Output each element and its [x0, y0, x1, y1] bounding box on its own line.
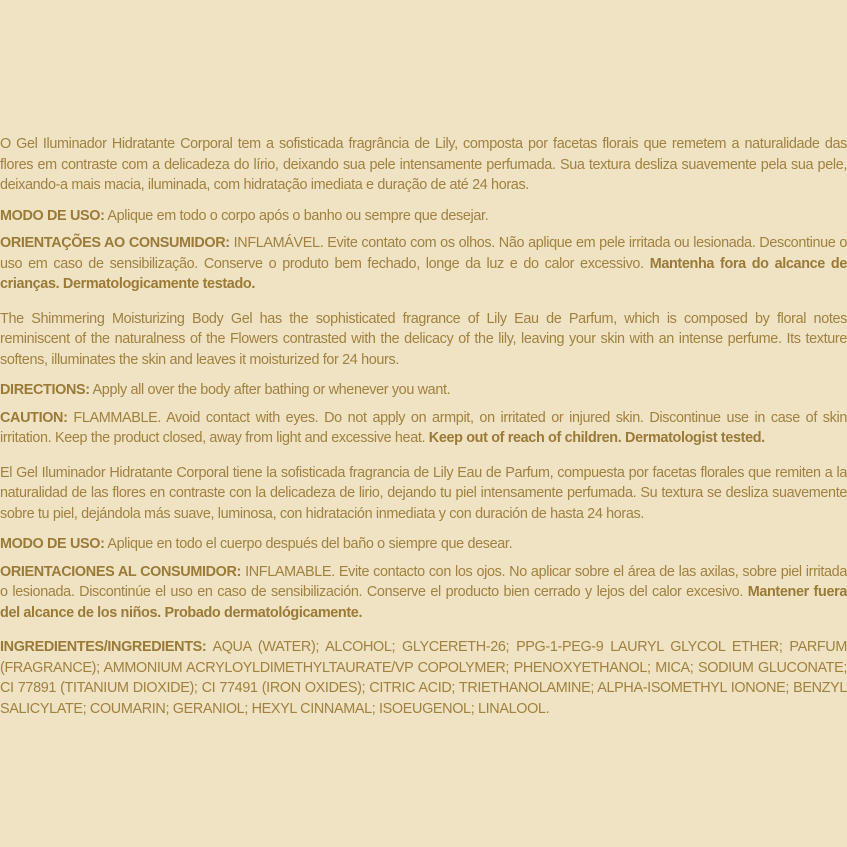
es-caution-warning: Mantener fuera del alcance de los niños. Probado dermatológicamente. [0, 584, 847, 621]
en-caution-text: FLAMMABLE. Avoid contact with eyes. Do not apply on armpit, on irritated or injured skin. Discontinue use in case of skin irritation. Keep the product closed, away from light and excessive heat. [0, 409, 847, 446]
es-usage [0, 534, 847, 555]
en-caution [0, 408, 847, 449]
pt-caution-warning: Mantenha fora do alcance de crianças. Dermatologicamente testado. [0, 255, 847, 292]
ingredients-text: AQUA (WATER); ALCOHOL; GLYCERETH-26; PPG-1-PEG-9 LAURYL GLYCOL ETHER; PARFUM (FRAGRANCE); AMMONIUM ACRYLOYLDIMETHYLTAURATE/VP COPOLYMER; PHENOXYETHANOL; MICA; SODIUM GLUCONATE; CI 77891 (TITANIUM DIOXIDE); CI 77491 (IRON OXIDES); CITRIC ACID; TRIETHANOLAMINE; ALPHA-ISOMETHYL IONONE; BENZYL SALICYLATE; COUMARIN; GERANIOL; HEXYL CINNAMAL; ISOEUGENOL; LINALOOL. [0, 639, 847, 717]
en-directions-label: DIRECTIONS: [0, 382, 90, 398]
pt-usage-text: Aplique em todo o corpo após o banho ou sempre que desejar. [104, 207, 489, 224]
es-usage-label: MODO DE USO: [0, 536, 105, 552]
ingredients-label: INGREDIENTES/INGREDIENTS: [0, 639, 207, 655]
pt-usage [0, 206, 847, 227]
en-directions [0, 380, 847, 401]
es-caution [0, 562, 847, 624]
pt-caution-text: INFLAMÁVEL. Evite contato com os olhos. Não aplique em pele irritada ou lesionada. Descontinue o uso em caso de sensibilização. Conserve o produto bem fechado, longe da luz e do calor excessivo. [0, 235, 847, 272]
en-description: The Shimmering Moisturizing Body Gel has the sophisticated fragrance of Lily Eau de Parfum, which is composed by floral notes reminiscent of the naturalness of the Flowers contrasted with the delicacy of the lily, leaving your skin with an intense perfume. Its texture softens, illuminates the skin and leaves it moisturized for 24 hours. [0, 310, 847, 368]
en-directions-text: Apply all over the body after bathing or whenever you want. [89, 382, 451, 398]
es-usage-text: Aplique en todo el cuerpo después del baño o siempre que desear. [104, 536, 513, 552]
es-caution-label: ORIENTACIONES AL CONSUMIDOR: [0, 563, 242, 580]
es-caution-text: INFLAMABLE. Evite contacto con los ojos. No aplicar sobre el área de las axilas, sobre piel irritada o lesionada. Discontinúe el uso en caso de sensibilización. Conserve el producto bien cerrado y lejos del calor excesivo. [0, 563, 847, 600]
en-caution-label: CAUTION: [0, 409, 68, 426]
pt-description: O Gel Iluminador Hidratante Corporal tem a sofisticada fragrância de Lily, composta por facetas florais que remetem a naturalidade das flores em contraste com a delicadeza do lírio, deixando sua pele intensamente perfumada. Sua textura desliza suavemente pela sua pele, deixando-a mais macia, iluminada, com hidratação imediata e duração de até 24 horas. [0, 136, 847, 193]
pt-usage-label: MODO DE USO: [0, 207, 105, 224]
pt-caution [0, 233, 847, 295]
es-description: El Gel Iluminador Hidratante Corporal tiene la sofisticada fragrancia de Lily Eau de Parfum, compuesta por facetas florales que remiten a la naturalidad de las flores en contraste con la delicadeza de lirio, dejando tu piel intensamente perfumada. Su textura se desliza suavemente sobre tu piel, dejándola más suave, luminosa, con hidratación inmediata y con duración de hasta 24 horas. [0, 464, 847, 522]
ingredients-list [0, 637, 847, 719]
pt-caution-label: ORIENTAÇÕES AO CONSUMIDOR: [0, 235, 230, 251]
en-caution-warning: Keep out of reach of children. Dermatologist tested. [428, 430, 765, 446]
product-label-text [0, 134, 847, 719]
